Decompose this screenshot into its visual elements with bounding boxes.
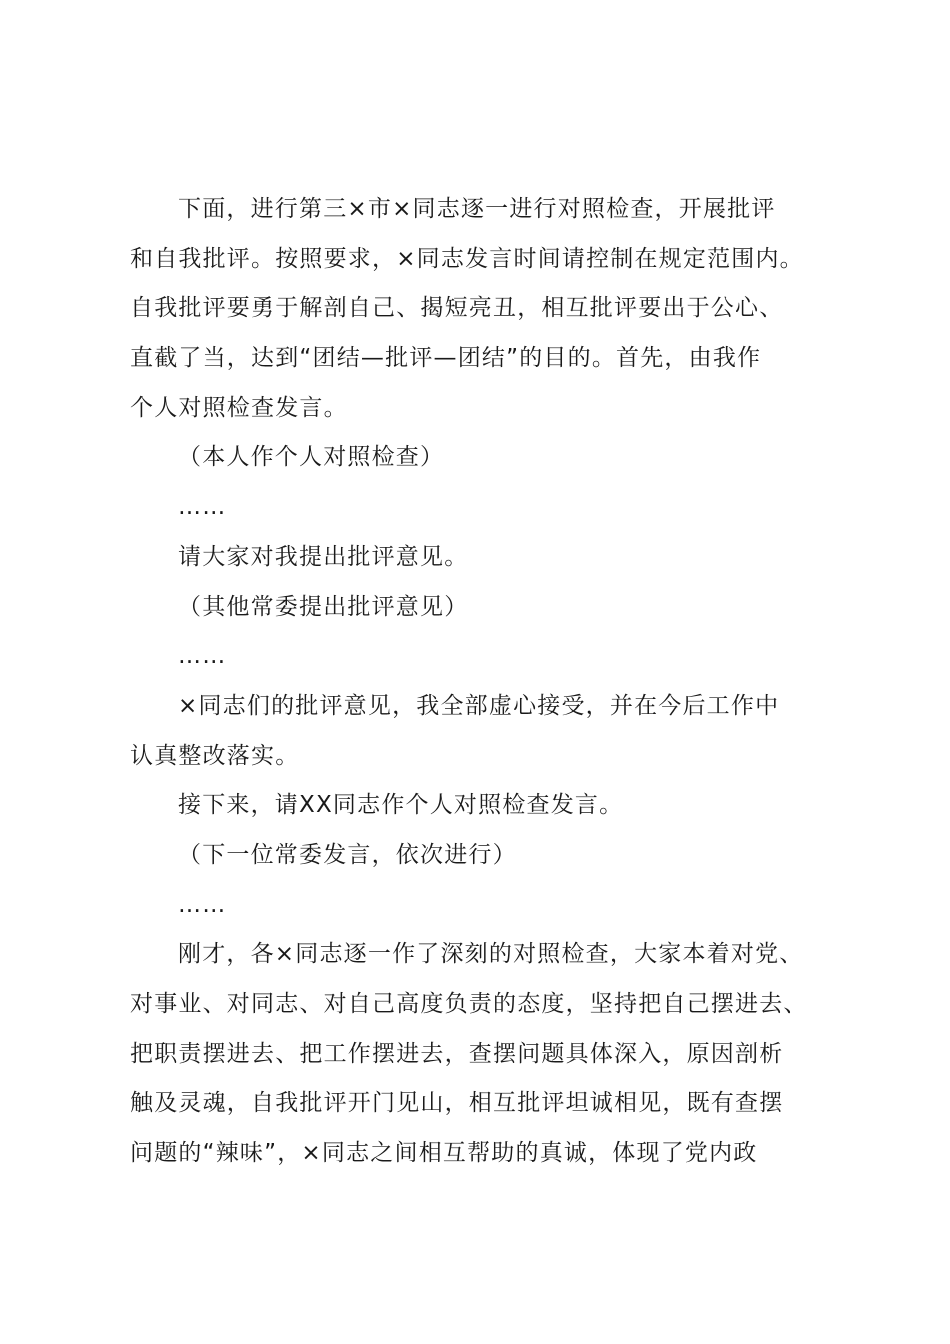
- paragraph-line: 接下来，请XX同志作个人对照检查发言。: [178, 792, 624, 819]
- ellipsis-line: ……: [178, 891, 227, 918]
- paragraph-line: 对事业、对同志、对自己高度负责的态度，坚持把自己摆进去、: [130, 991, 808, 1017]
- paragraph-line: 把职责摆进去、把工作摆进去，查摆问题具体深入，原因剖析: [130, 1040, 784, 1067]
- ellipsis-line: ……: [178, 643, 227, 670]
- paragraph-line: 触及灵魂，自我批评开门见山，相互批评坦诚相见，既有查摆: [130, 1090, 784, 1117]
- paragraph-line: 下面，进行第三×市×同志逐一进行对照检查，开展批评: [178, 196, 776, 222]
- paragraph-line: 个人对照检查发言。: [130, 394, 348, 421]
- paragraph-line: （其他常委提出批评意见）: [178, 593, 469, 620]
- document-body: [130, 185, 850, 1179]
- paragraph-line: 和自我批评。按照要求，×同志发言时间请控制在规定范围内。: [130, 245, 804, 272]
- paragraph-line: 刚才，各×同志逐一作了深刻的对照检查，大家本着对党、: [178, 941, 804, 968]
- paragraph-line: 自我批评要勇于解剖自己、揭短亮丑，相互批评要出于公心、: [130, 295, 784, 322]
- ellipsis-line: ……: [178, 494, 227, 521]
- paragraph-line: 问题的“辣味”，×同志之间相互帮助的真诚，体现了党内政: [130, 1140, 758, 1167]
- paragraph-line: （下一位常委发言，依次进行）: [178, 841, 517, 868]
- paragraph-line: 直截了当，达到“团结—批评—团结”的目的。首先，由我作: [130, 345, 762, 372]
- paragraph-line: ×同志们的批评意见，我全部虚心接受，并在今后工作中: [178, 692, 780, 719]
- paragraph-line: 认真整改落实。: [130, 742, 300, 769]
- paragraph-line: （本人作个人对照检查）: [178, 444, 445, 471]
- paragraph-line: 请大家对我提出批评意见。: [178, 543, 469, 570]
